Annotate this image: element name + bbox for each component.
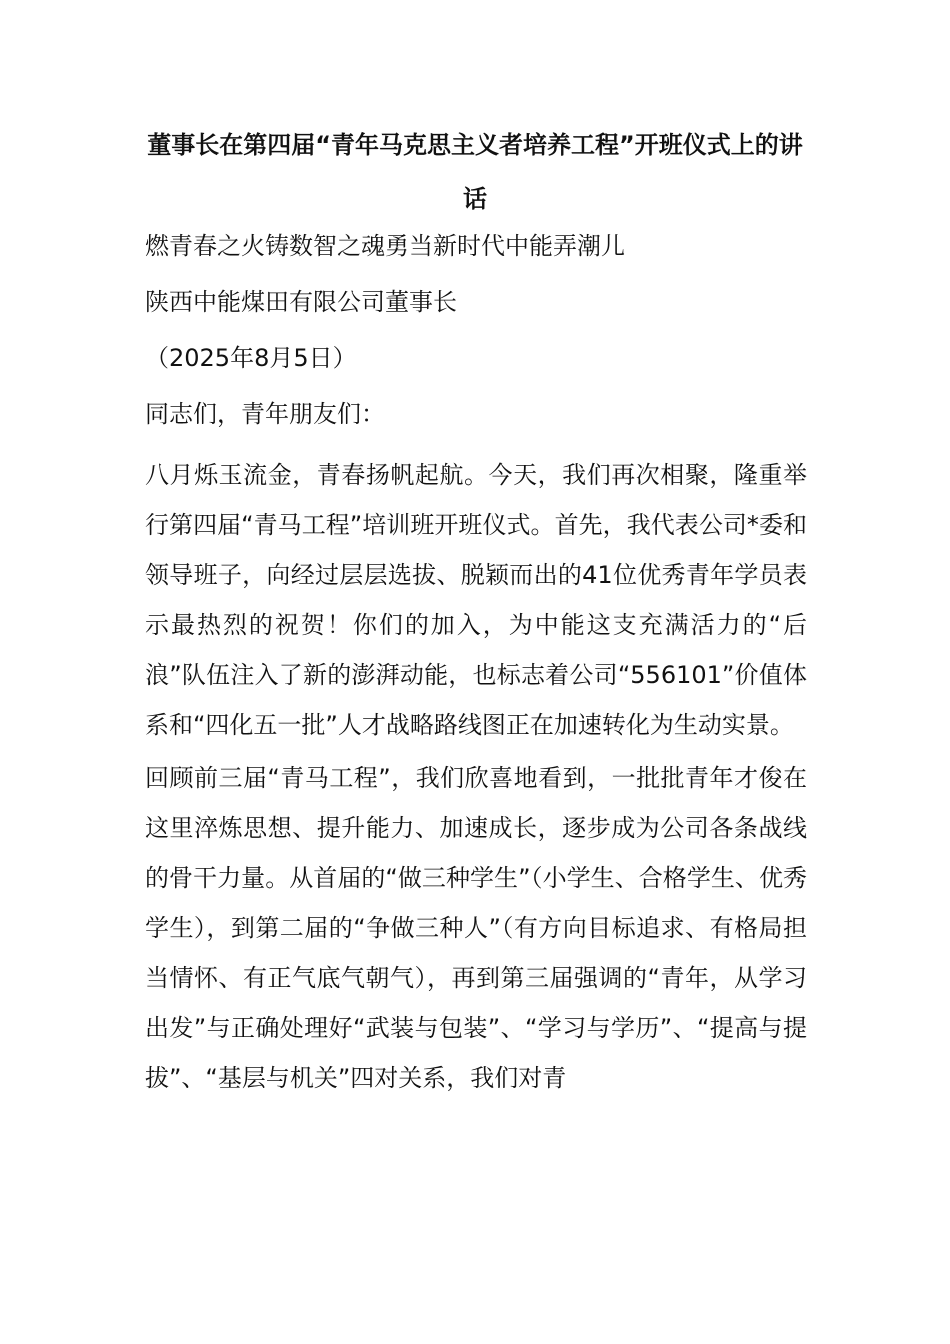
document-title: 董事长在第四届“青年马克思主义者培养工程”开班仪式上的讲话 <box>147 131 803 213</box>
speaker-line: 陕西中能煤田有限公司董事长 <box>145 288 457 316</box>
paragraph-2: 回顾前三届“青马工程”，我们欣喜地看到，一批批青年才俊在这里淬炼思想、提升能力、加速成长，逐步成为公司各条战线的骨干力量。从首届的“做三种学生”（小学生、合格学生、优秀学生），到第二届的“争做三种人”（有方向目标追求、有格局担当情怀、有正气底气朝气），再到第三届强调的“青年，从学习出发”与正确处理好“武装与包装”、“学习与学历”、“提高与提拔”、“基层与机关”四对关系，我们对青 <box>145 764 807 1092</box>
date-line: （2025年8月5日） <box>145 344 357 372</box>
document-subtitle: 燃青春之火铸数智之魂勇当新时代中能弄潮儿 <box>145 232 625 260</box>
paragraph-1: 八月烁玉流金，青春扬帆起航。今天，我们再次相聚，隆重举行第四届“青马工程”培训班开班仪式。首先，我代表公司*委和领导班子，向经过层层选拔、脱颖而出的41位优秀青年学员表示最热烈的祝贺！你们的加入，为中能这支充满活力的“后浪”队伍注入了新的澎湃动能，也标志着公司“556101”价值体系和“四化五一批”人才战略路线图正在加速转化为生动实景。 <box>145 461 807 739</box>
document-body <box>145 218 807 1103</box>
salutation: 同志们，青年朋友们： <box>145 400 385 428</box>
